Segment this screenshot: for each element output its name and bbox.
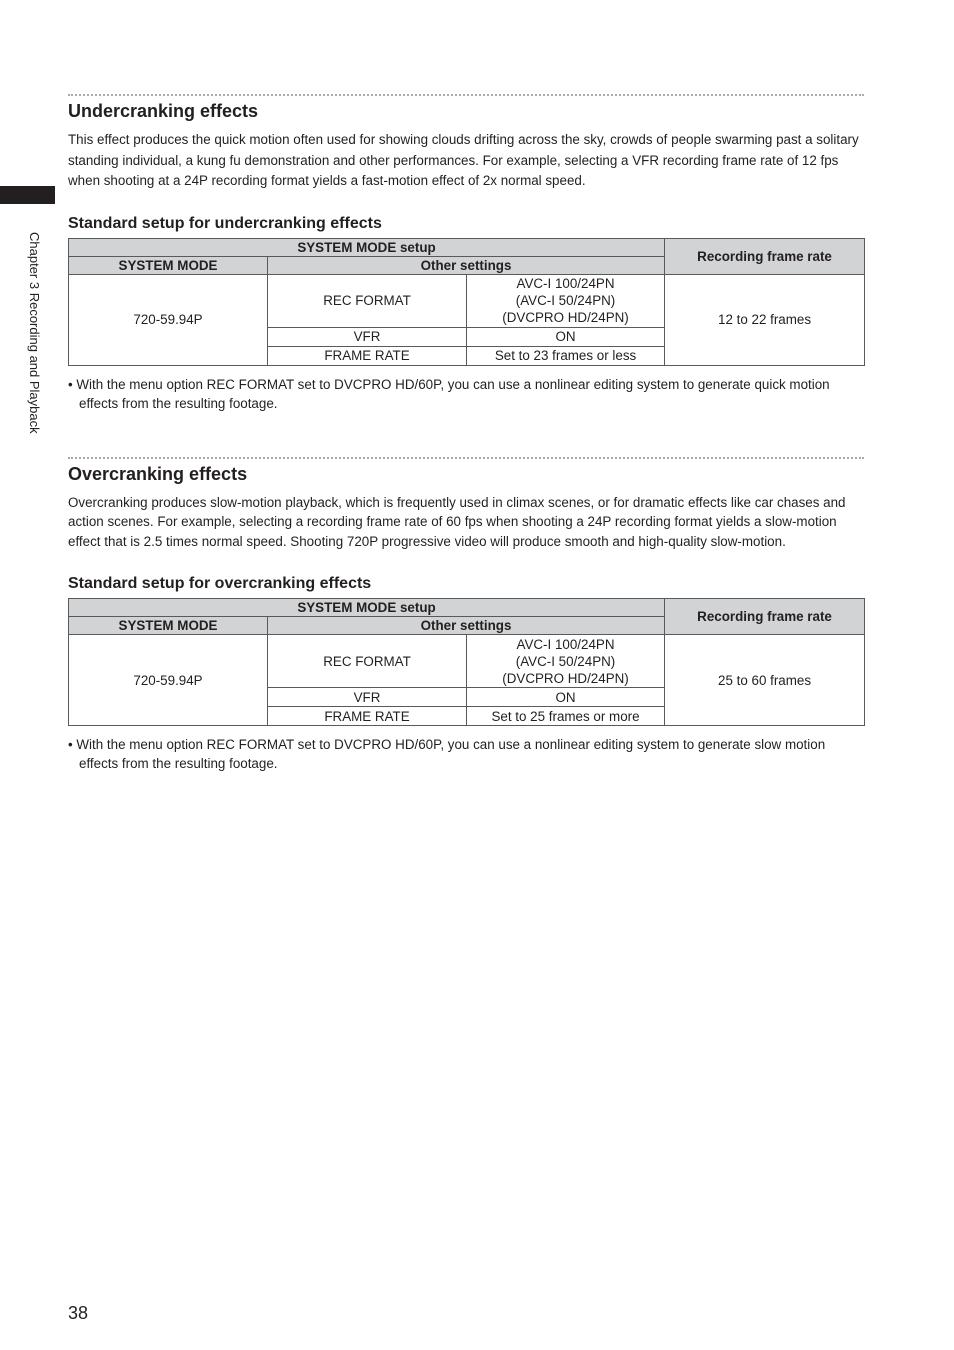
value-cell (467, 635, 665, 688)
value-line: (DVCPRO HD/24PN) (502, 670, 629, 686)
system-mode-cell: 720-59.94P (69, 274, 268, 365)
table-title: Standard setup for overcranking effects (68, 575, 372, 593)
value-cell (467, 274, 665, 327)
header-recording-frame-rate: Recording frame rate (665, 599, 865, 635)
setting-cell: FRAME RATE (268, 346, 467, 365)
bullet-note: • With the menu option REC FORMAT set to DVCPRO HD/60P, you can use a nonlinear editing system to generate quick motion effects from the resulting footage. (68, 376, 830, 411)
section-title: Overcranking effects (68, 464, 248, 484)
header-recording-frame-rate: Recording frame rate (665, 238, 865, 274)
chapter-tab-marker (0, 186, 55, 204)
value-line: (AVC-I 50/24PN) (515, 653, 616, 669)
table-row (69, 635, 865, 688)
system-mode-cell: 720-59.94P (69, 635, 268, 726)
setup-table (68, 238, 865, 366)
setup-table (68, 598, 865, 726)
value-cell: ON (467, 327, 665, 346)
value-line: AVC-I 100/24PN (516, 636, 615, 652)
setting-cell: REC FORMAT (268, 274, 467, 327)
setting-cell: VFR (268, 327, 467, 346)
setting-cell: VFR (268, 688, 467, 707)
header-other-settings: Other settings (268, 256, 665, 274)
undercranking-section (68, 94, 864, 413)
value-cell: Set to 25 frames or more (467, 707, 665, 726)
section-title: Undercranking effects (68, 101, 259, 121)
table-row (69, 274, 865, 327)
page-number: 38 (68, 1303, 89, 1323)
header-other-settings: Other settings (268, 617, 665, 635)
overcranking-section (68, 457, 864, 773)
section-paragraph: Overcranking produces slow-motion playback, which is frequently used in climax scenes, or for dramatic effects like car chases and action scenes. For example, selecting a recording frame rate of 60 fps when shooting a 24P recording format yields a slow-motion effect that is 2.5 times normal speed. Shooting 720P progressive video will produce smooth and high-quality slow-motion. (68, 495, 846, 549)
header-system-mode: SYSTEM MODE (69, 617, 268, 635)
value-cell: Set to 23 frames or less (467, 346, 665, 365)
table-title: Standard setup for undercranking effects (68, 214, 382, 232)
header-system-mode-setup: SYSTEM MODE setup (69, 599, 665, 617)
bullet-note: • With the menu option REC FORMAT set to DVCPRO HD/60P, you can use a nonlinear editing system to generate slow motion effects from the resulting footage. (68, 737, 826, 772)
setting-cell: REC FORMAT (268, 635, 467, 688)
frame-rate-cell: 12 to 22 frames (665, 274, 865, 365)
value-cell: ON (467, 688, 665, 707)
value-line: AVC-I 100/24PN (516, 276, 615, 291)
chapter-side-label: Chapter 3 Recording and Playback (27, 232, 42, 434)
value-line: (DVCPRO HD/24PN) (502, 310, 629, 325)
frame-rate-cell: 25 to 60 frames (665, 635, 865, 726)
section-divider (68, 457, 864, 459)
header-system-mode: SYSTEM MODE (69, 256, 268, 274)
setting-cell: FRAME RATE (268, 707, 467, 726)
value-line: (AVC-I 50/24PN) (515, 293, 616, 308)
header-system-mode-setup: SYSTEM MODE setup (69, 238, 665, 256)
section-paragraph: This effect produces the quick motion often used for showing clouds drifting across the sky, crowds of people swarming past a solitary standing individual, a kung fu demonstration and other performances. For example, selecting a VFR recording frame rate of 12 fps when shooting at a 24P recording format yields a fast-motion effect of 2x normal speed. (68, 132, 859, 188)
section-divider (68, 94, 864, 96)
